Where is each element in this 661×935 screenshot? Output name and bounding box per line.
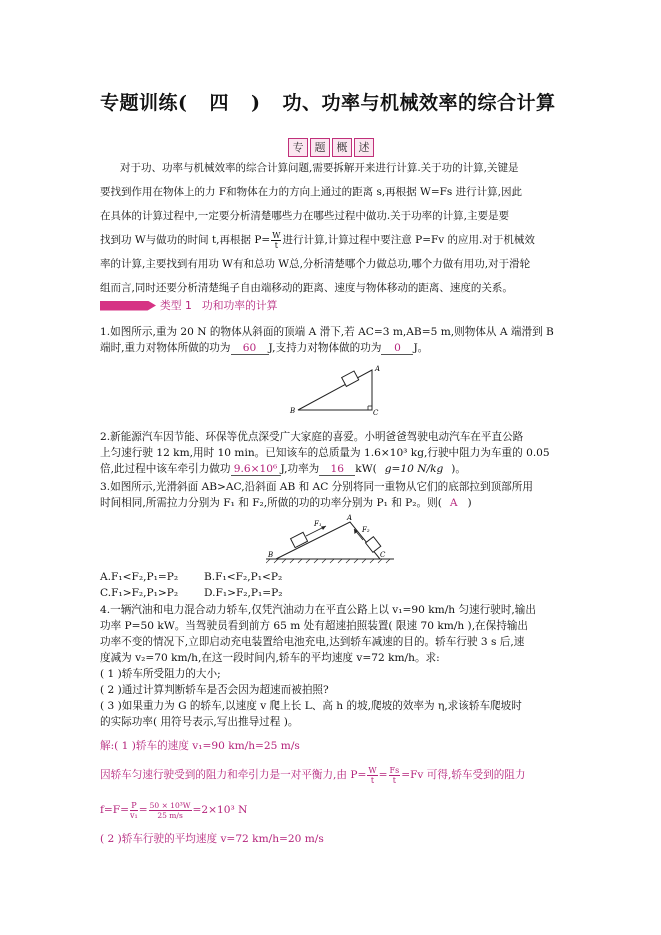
label-c: C [373,409,379,416]
badge-char: 题 [310,138,330,157]
q3-text: ) [467,497,472,509]
q3-options [100,570,283,602]
intro-line: 组而言,同时还要分析清楚绳子自由端移动的距离、速度与物体移动的距离、速度的关系。 [100,282,513,294]
frac-num: W [368,765,377,775]
intro-line: 要找到作用在物体上的力 F和物体在力的方向上通过的距离 s,再根据 W=Fs 进行计算,因此 [100,186,522,198]
fraction-p-v1 [130,801,138,820]
answer-blank: 16 [319,463,355,476]
label-f2: F₂ [362,526,370,534]
q1-line: 1.如图所示,重为 20 N 的物体从斜面的顶端 A 滑下,若 AC=3 m,AB=5 m,则物体从 A 端滑到 B [100,326,554,338]
page-title [100,88,556,115]
solution-text: = [378,769,388,781]
option-c: C.F₁>F₂,P₁>P₂ [100,587,179,599]
title-topic: 功、功率与机械效率的综合计算 [282,92,556,114]
intro-line: 在具体的计算过程中,一定要分析清楚哪些力在哪些过程中做功.关于功率的计算,主要是要 [100,210,510,222]
answer-choice: A [449,497,458,509]
frac-den: t [370,775,375,785]
solution-line [100,791,525,829]
fraction-fs-t [389,766,401,785]
intro-line [100,228,562,252]
q3-line: 3.如图所示,光滑斜面 AB>AC,沿斜面 AB 和 AC 分别将同一重物从它们的底部拉到顶部所用 [100,481,533,493]
q2-text: g=10 N/kg [384,463,444,475]
label-a: A [347,514,353,522]
answer-blank: 60 [231,342,269,355]
fraction-w-t [367,766,377,785]
options-row [100,570,283,586]
q3-line [100,496,533,512]
answer-blank: 0 [381,342,413,355]
q4-line: 4.一辆汽油和电力混合动力轿车,仅凭汽油动力在平直公路上以 v₁=90 km/h 匀速行驶时,输出 [100,604,536,616]
q4-subquestion: ( 2 )通过计算判断轿车是否会因为超速而被拍照? [100,684,329,696]
label-f1: F₁ [314,520,322,528]
question-2 [100,430,550,478]
question-3 [100,480,533,512]
frac-num: P [131,800,137,810]
title-paren: ) [251,92,261,114]
q4-line: 功率不变的情况下,立即启动充电装置给电池充电,达到轿车减速的目的。轿车行驶 3 s 后,速 [100,636,525,648]
badge-char: 述 [354,138,374,157]
incline-figure-2 [266,514,396,564]
intro-line: 对于功、功率与机械效率的综合计算问题,需要拆解开来进行计算.关于功的计算,关键是 [120,162,519,174]
frac-den: t [274,240,278,250]
solution-line: 解:( 1 )轿车的速度 v₁=90 km/h=25 m/s [100,740,300,752]
q1-text: J,支持力对物体做的功为 [268,342,382,354]
label-a: A [375,365,381,373]
frac-den: 25 m/s [157,810,183,820]
q2-text: )。 [451,463,467,475]
section-header [100,298,277,313]
solution-line [100,759,525,791]
question-4 [100,603,536,731]
frac-num: W [272,230,281,240]
q2-text: kW( [355,463,377,475]
solution-text: 因轿车匀速行驶受到的阻力和牵引力是一对平衡力,由 P= [100,769,367,781]
question-1 [100,325,554,355]
frac-num: 50 × 10³W [149,800,191,810]
intro-text: 找到功 W与做功的时间 t,再根据 P= [100,234,271,246]
intro-paragraph [100,156,562,300]
option-b: B.F₁<F₂,P₁<P₂ [204,571,283,583]
section-label: 类型 1 [160,299,192,312]
q1-text: 端时,重力对物体所做的功为 [100,342,231,354]
options-row [100,586,283,602]
overview-badge [288,138,374,157]
q3-text: 时间相同,所需拉力分别为 F₁ 和 F₂,所做的功的功率分别为 P₁ 和 P₂。则( [100,497,442,509]
option-d: D.F₁>F₂,P₁=P₂ [204,587,283,599]
q2-line: 上匀速行驶 12 km,用时 10 min。已知该车的总质量为 1.6×10³ kg,行驶中阻力为车重的 0.05 [100,447,550,459]
solution-line: ( 2 )轿车行驶的平均速度 v=72 km/h=20 m/s [100,833,324,845]
q4-line: 功率 P=50 kW。当驾驶员看到前方 65 m 处有超速拍照装置( 限速 70 km/h ),在保持输出 [100,620,529,632]
option-a: A.F₁<F₂,P₁=P₂ [100,571,179,583]
label-b: B [268,551,274,559]
q2-line: 2.新能源汽车因节能、环保等优点深受广大家庭的喜爱。小明爸爸驾驶电动汽车在平直公路 [100,431,524,443]
q4-line: 度减为 v₂=70 km/h,在这一段时间内,轿车的平均速度 v=72 km/h。求: [100,652,440,664]
solution-text: =2×10³ N [192,804,248,816]
title-prefix: 专题训练( [100,92,188,114]
section-arrow-icon [100,301,156,311]
label-b: B [290,407,296,415]
q4-subquestion: ( 3 )如果重力为 G 的轿车,以速度 v 爬上长 L、高 h 的坡,爬坡的效率为 η,求该轿车爬坡时 [100,700,522,712]
solution-text: f=F= [100,804,130,816]
frac-num: Fs [389,765,400,775]
intro-line: 率的计算,主要找到有用功 W有和总功 W总,分析清楚哪个力做总功,哪个力做有用功,对于滑轮 [100,258,531,270]
frac-den: t [392,775,396,785]
fraction-values [149,801,192,820]
solution [100,733,525,849]
q4-subquestion: ( 1 )轿车所受阻力的大小; [100,668,221,680]
q1-text: J。 [413,342,429,354]
fraction-w-t [271,231,281,250]
intro-text: 进行计算,计算过程中要注意 P=Fv 的应用.对于机械效 [282,234,535,246]
q4-subquestion: 的实际功率( 用符号表示,写出推导过程 )。 [100,716,299,728]
solution-text: = [138,804,148,816]
incline-figure-1 [288,362,388,416]
title-number: 四 [209,92,230,114]
label-c: C [380,551,386,559]
badge-char: 专 [288,138,308,157]
badge-char: 概 [332,138,352,157]
q2-text: 倍,此过程中该车牵引力做功 [100,463,231,475]
solution-text: =Fv 可得,轿车受到的阻力 [401,769,526,781]
answer-blank: 9.6×10⁶ [231,463,281,476]
frac-den: v₁ [130,810,138,820]
q2-text: J,功率为 [280,463,320,475]
q1-line [100,341,554,355]
q2-line [100,462,550,478]
section-title: 功和功率的计算 [201,299,278,312]
